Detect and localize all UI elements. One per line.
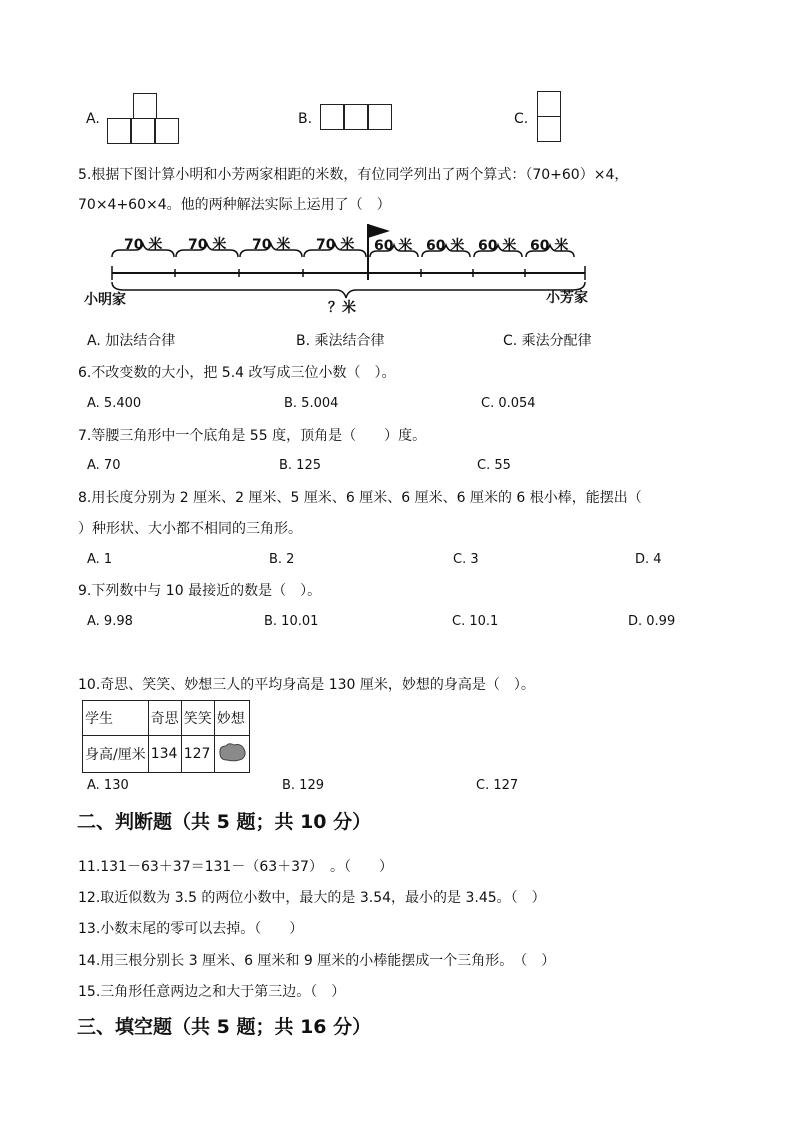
q9-option-a: A. 9.98	[87, 614, 133, 629]
table-cell: 134	[148, 736, 181, 773]
figure-square	[133, 93, 157, 119]
table-row	[83, 736, 250, 773]
q4-option-b-label: B.	[298, 111, 313, 127]
segment-label: 70 米	[124, 237, 163, 253]
segment-label: 60 米	[426, 238, 465, 254]
judgment-item: 15.三角形任意两边之和大于第三边。（ ）	[78, 984, 346, 1000]
figure-square	[320, 104, 344, 130]
q6-option-b: B. 5.004	[284, 396, 339, 411]
judgment-item: 13.小数末尾的零可以去掉。（ ）	[78, 921, 304, 937]
q6-text: 6.不改变数的大小，把 5.4 改写成三位小数（ ）。	[78, 365, 396, 381]
q9-text: 9.下列数中与 10 最接近的数是（ ）。	[78, 583, 322, 599]
segment-label: 60 米	[478, 238, 517, 254]
q5-option-b: B. 乘法结合律	[296, 333, 385, 349]
q5-text-line1: 5.根据下图计算小明和小芳两家相距的米数，有位同学列出了两个算式：（70+60）×4，	[78, 167, 629, 183]
figure-square	[368, 104, 392, 130]
q5-text-line2: 70×4+60×4。他的两种解法实际上运用了（ ）	[78, 197, 391, 213]
section-2-heading: 二、判断题（共 5 题；共 10 分）	[77, 811, 372, 833]
flag-icon	[368, 224, 390, 238]
right-home-label: 小芳家	[546, 290, 588, 306]
segment-label: 70 米	[188, 237, 227, 253]
total-distance-label: ？米	[328, 300, 356, 316]
table-row-label: 身高/厘米	[83, 736, 149, 773]
section-3-heading: 三、填空题（共 5 题；共 16 分）	[77, 1016, 372, 1038]
q8-option-a: A. 1	[87, 552, 113, 567]
segment-label: 60 米	[374, 238, 413, 254]
q8-option-d: D. 4	[635, 552, 662, 567]
q8-text-line1: 8.用长度分别为 2 厘米、2 厘米、5 厘米、6 厘米、6 厘米、6 厘米的 6 根小棒，能摆出（	[78, 490, 642, 506]
q8-text-line2: ）种形状、大小都不相同的三角形。	[78, 521, 302, 537]
segment-label: 60 米	[530, 238, 569, 254]
q5-option-a: A. 加法结合律	[87, 333, 176, 349]
table-header-cell: 奇思	[148, 701, 181, 736]
q9-option-b: B. 10.01	[264, 614, 319, 629]
segment-label: 70 米	[252, 237, 291, 253]
total-brace	[112, 282, 585, 298]
table-header-cell: 笑笑	[181, 701, 214, 736]
q9-option-d: D. 0.99	[628, 614, 676, 629]
q10-option-c: C. 127	[476, 778, 519, 793]
q10-option-a: A. 130	[87, 778, 129, 793]
figure-square	[537, 116, 561, 142]
q4-option-c-label: C.	[514, 111, 529, 127]
figure-square	[131, 118, 155, 144]
q5-distance-diagram	[0, 220, 794, 330]
segment-label: 70 米	[316, 237, 355, 253]
q5-option-c: C. 乘法分配律	[503, 333, 592, 349]
left-home-label: 小明家	[84, 292, 126, 308]
q10-text: 10.奇思、笑笑、妙想三人的平均身高是 130 厘米，妙想的身高是（ ）。	[78, 677, 535, 693]
q8-option-c: C. 3	[453, 552, 479, 567]
q6-option-a: A. 5.400	[87, 396, 142, 411]
figure-square	[537, 91, 561, 117]
judgment-item: 14.用三根分别长 3 厘米、6 厘米和 9 厘米的小棒能摆成一个三角形。 （ ）	[78, 953, 556, 969]
table-cell: 127	[181, 736, 214, 773]
q7-option-c: C. 55	[477, 458, 511, 473]
figure-square	[344, 104, 368, 130]
q7-option-b: B. 125	[279, 458, 321, 473]
q7-text: 7.等腰三角形中一个底角是 55 度，顶角是（ ）度。	[78, 428, 427, 444]
q9-option-c: C. 10.1	[452, 614, 499, 629]
table-row	[83, 701, 250, 736]
q10-option-b: B. 129	[282, 778, 324, 793]
height-table	[82, 700, 250, 773]
q4-option-a-label: A.	[86, 111, 100, 127]
table-header-cell: 学生	[83, 701, 149, 736]
figure-square	[155, 118, 179, 144]
ink-blot-cell	[214, 736, 249, 773]
judgment-item: 11.131－63＋37＝131－（63＋37） 。（ ）	[78, 859, 393, 875]
q7-option-a: A. 70	[87, 458, 121, 473]
judgment-item: 12.取近似数为 3.5 的两位小数中，最大的是 3.54，最小的是 3.45。（ ）	[78, 890, 546, 906]
q8-option-b: B. 2	[269, 552, 295, 567]
figure-square	[107, 118, 131, 144]
q6-option-c: C. 0.054	[481, 396, 536, 411]
ink-blot-icon	[217, 741, 247, 763]
table-header-cell: 妙想	[214, 701, 249, 736]
